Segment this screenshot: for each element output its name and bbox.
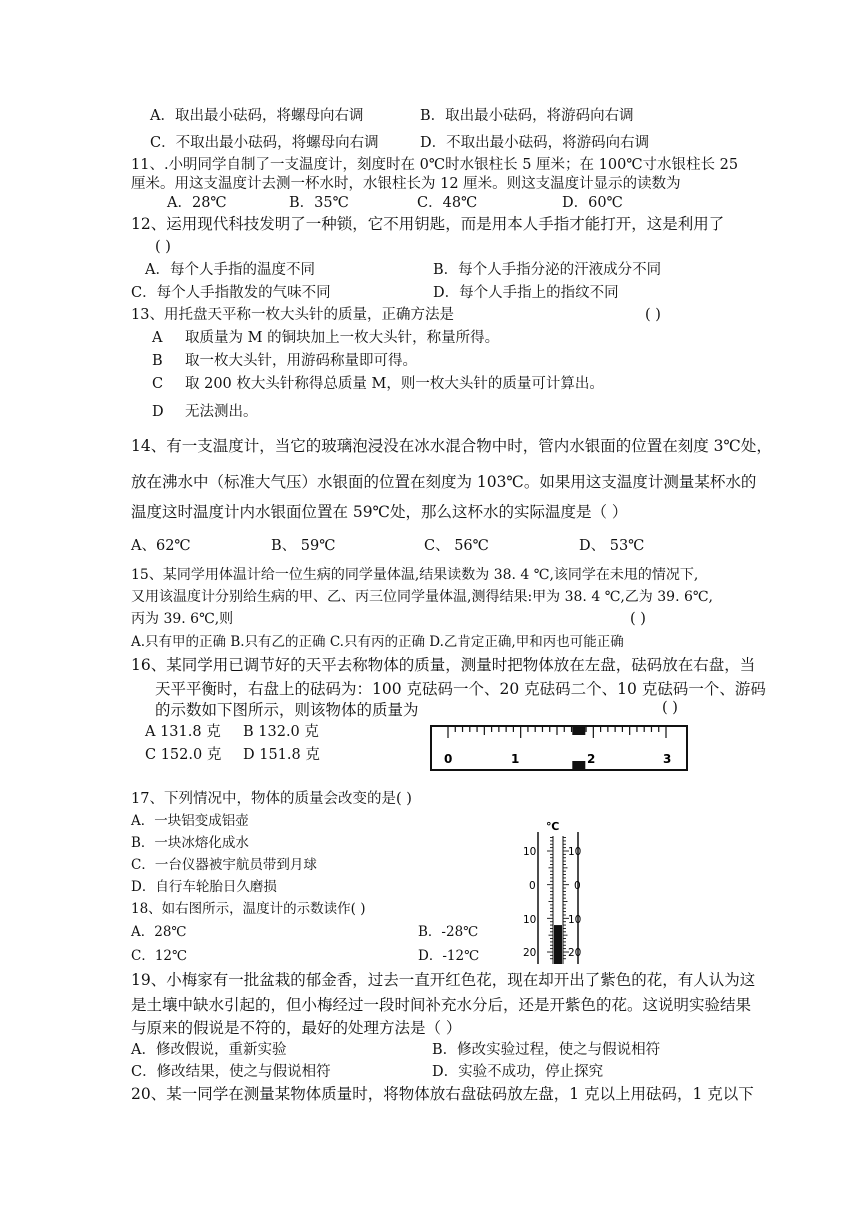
q18-stem: 18、如右图所示，温度计的示数读作( ) — [131, 901, 366, 917]
ruler-label-1: 1 — [511, 752, 520, 766]
q15-stem-line2: 又用该温度计分别给生病的甲、乙、丙三位同学量体温,测得结果:甲为 38. 4 ℃,乙为 39. 6℃, — [131, 589, 713, 605]
q17-option-a: A．一块铝变成铝壶 — [131, 813, 249, 829]
q15-options: A.只有甲的正确 B.只有乙的正确 C.只有丙的正确 D.乙肯定正确,甲和丙也可能正确 — [131, 634, 624, 650]
thermo-left-label-10-bottom: 10 — [523, 914, 537, 926]
q16-option-a: A 131.8 克 — [145, 724, 221, 740]
q15-stem-line3: 丙为 39. 6℃,则 — [131, 611, 234, 627]
q11-stem-line1: 11、.小明同学自制了一支温度计，刻度时在 0℃时水银柱长 5 厘米；在 100℃寸水银柱长 25 — [131, 157, 739, 173]
q16-stem-line2: 天平平衡时，右盘上的砝码为：100 克砝码一个、20 克砝码二个、10 克砝码一个、游码 — [155, 680, 766, 698]
q16-option-c: C 152.0 克 — [145, 747, 222, 763]
q14-option-c: C、 56℃ — [424, 538, 489, 554]
ruler-label-3: 3 — [663, 752, 672, 766]
q17-option-c: C．一台仪器被宇航员带到月球 — [131, 857, 317, 873]
ruler-label-0: 0 — [444, 752, 453, 766]
rider-marker-bottom — [572, 761, 585, 770]
q13-answer-blank: ( ) — [645, 307, 661, 323]
q14-option-a: A、62℃ — [131, 538, 191, 554]
ruler-ticks — [448, 726, 666, 738]
thermo-left-label-0: 0 — [529, 880, 536, 892]
q16-stem-line1: 16、某同学用已调节好的天平去称物体的质量，测量时把物体放在左盘，砝码放在右盘，当 — [131, 656, 756, 674]
q18-option-d: D．-12℃ — [418, 948, 480, 964]
q11-option-a: A．28℃ — [167, 195, 227, 211]
q11-option-d: D．60℃ — [562, 195, 623, 211]
q14-stem-line2: 放在沸水中（标准大气压）水银面的位置在刻度为 103℃。如果用这支温度计测量某杯水的 — [131, 473, 757, 491]
q15-answer-blank: ( ) — [630, 611, 646, 627]
q17-option-b: B．一块冰熔化成水 — [131, 835, 249, 851]
q11-stem-line2: 厘米。用这支温度计去测一杯水时，水银柱长为 12 厘米。则这支温度计显示的读数为 — [131, 176, 681, 192]
thermo-right-label-10-top: 10 — [568, 846, 582, 858]
q13-stem: 13、用托盘天平称一枚大头针的质量，正确方法是 — [131, 307, 454, 323]
q10-option-d: D．不取出最小砝码，将游码向右调 — [420, 135, 650, 151]
q18-option-b: B．-28℃ — [418, 924, 479, 940]
q16-stem-line3: 的示数如下图所示，则该物体的质量为 — [155, 701, 419, 719]
q14-stem-line3: 温度这时温度计内水银面位置在 59℃处，那么这杯水的实际温度是（ ） — [131, 503, 628, 521]
q11-option-c: C．48℃ — [417, 195, 478, 211]
balance-beam-scale-figure — [430, 725, 688, 771]
q18-option-a: A．28℃ — [131, 924, 187, 940]
q19-option-b: B．修改实验过程，使之与假说相符 — [432, 1042, 661, 1058]
ruler-frame — [431, 726, 687, 770]
q18-option-c: C．12℃ — [131, 948, 188, 964]
rider-marker-top — [572, 726, 585, 735]
q13-option-d-letter: D — [152, 404, 164, 420]
q12-stem: 12、运用现代科技发明了一种锁，它不用钥匙，而是用本人手指才能打开，这是利用了 — [131, 215, 725, 233]
q16-option-b: B 132.0 克 — [243, 724, 319, 740]
q12-option-b: B．每个人手指分泌的汗液成分不同 — [433, 262, 662, 278]
q19-option-d: D．实验不成功，停止探究 — [432, 1064, 604, 1080]
q13-option-b-letter: B — [152, 353, 163, 369]
q15-stem-line1: 15、某同学用体温计给一位生病的同学量体温,结果读数为 38. 4 ℃,该同学在未甩的情况下, — [131, 567, 699, 583]
q12-option-c: C．每个人手指散发的气味不同 — [131, 285, 331, 301]
q19-option-a: A．修改假说，重新实验 — [131, 1042, 287, 1058]
thermo-right-label-0: 0 — [574, 880, 581, 892]
q19-stem-line1: 19、小梅家有一批盆栽的郁金香，过去一直开红色花，现在却开出了紫色的花，有人认为这 — [131, 971, 756, 989]
q20-stem-line1: 20、某一同学在测量某物体质量时，将物体放右盘砝码放左盘，1 克以上用砝码，1 克以下 — [131, 1085, 754, 1103]
q19-option-c: C．修改结果，使之与假说相符 — [131, 1064, 331, 1080]
q16-option-d: D 151.8 克 — [243, 747, 320, 763]
q19-stem-line3: 与原来的假说是不符的，最好的处理方法是（ ） — [131, 1019, 462, 1037]
q14-stem-line1: 14、有一支温度计，当它的玻璃泡浸没在冰水混合物中时，管内水银面的位置在刻度 3℃处， — [131, 437, 772, 455]
thermometer-mercury-column — [554, 925, 562, 964]
q16-answer-blank: ( ) — [662, 700, 678, 716]
thermo-left-label-20: 20 — [523, 947, 537, 959]
thermometer-unit-label: ℃ — [546, 820, 560, 833]
q13-option-a-letter: A — [152, 330, 163, 346]
q13-option-a: 取质量为 M 的铜块加上一枚大头针，称量所得。 — [185, 330, 500, 346]
q13-option-c-letter: C — [152, 376, 164, 392]
thermo-right-label-10-bottom: 10 — [568, 914, 582, 926]
q10-option-b: B．取出最小砝码，将游码向右调 — [420, 108, 634, 124]
thermometer-figure — [522, 818, 594, 966]
q13-option-c: 取 200 枚大头针称得总质量 M，则一枚大头针的质量可计算出。 — [185, 376, 604, 392]
q10-option-c: C．不取出最小砝码，将螺母向右调 — [150, 135, 379, 151]
q13-option-b: 取一枚大头针，用游码称量即可得。 — [185, 353, 417, 369]
q14-option-b: B、 59℃ — [271, 538, 336, 554]
q14-option-d: D、 53℃ — [579, 538, 645, 554]
q17-option-d: D．自行车轮胎日久磨损 — [131, 879, 277, 895]
q12-option-d: D．每个人手指上的指纹不同 — [433, 285, 619, 301]
thermo-right-label-20: 20 — [568, 947, 582, 959]
ruler-label-2: 2 — [587, 752, 596, 766]
q11-option-b: B．35℃ — [289, 195, 349, 211]
thermo-left-label-10-top: 10 — [523, 846, 537, 858]
q12-option-a: A．每个人手指的温度不同 — [145, 262, 315, 278]
q17-stem: 17、下列情况中，物体的质量会改变的是( ) — [131, 791, 412, 807]
q10-option-a: A．取出最小砝码，将螺母向右调 — [150, 108, 364, 124]
q13-option-d: 无法测出。 — [185, 404, 258, 420]
q12-answer-blank: ( ) — [155, 239, 171, 255]
q19-stem-line2: 是土壤中缺水引起的，但小梅经过一段时间补充水分后，还是开紫色的花。这说明实验结果 — [131, 996, 752, 1014]
